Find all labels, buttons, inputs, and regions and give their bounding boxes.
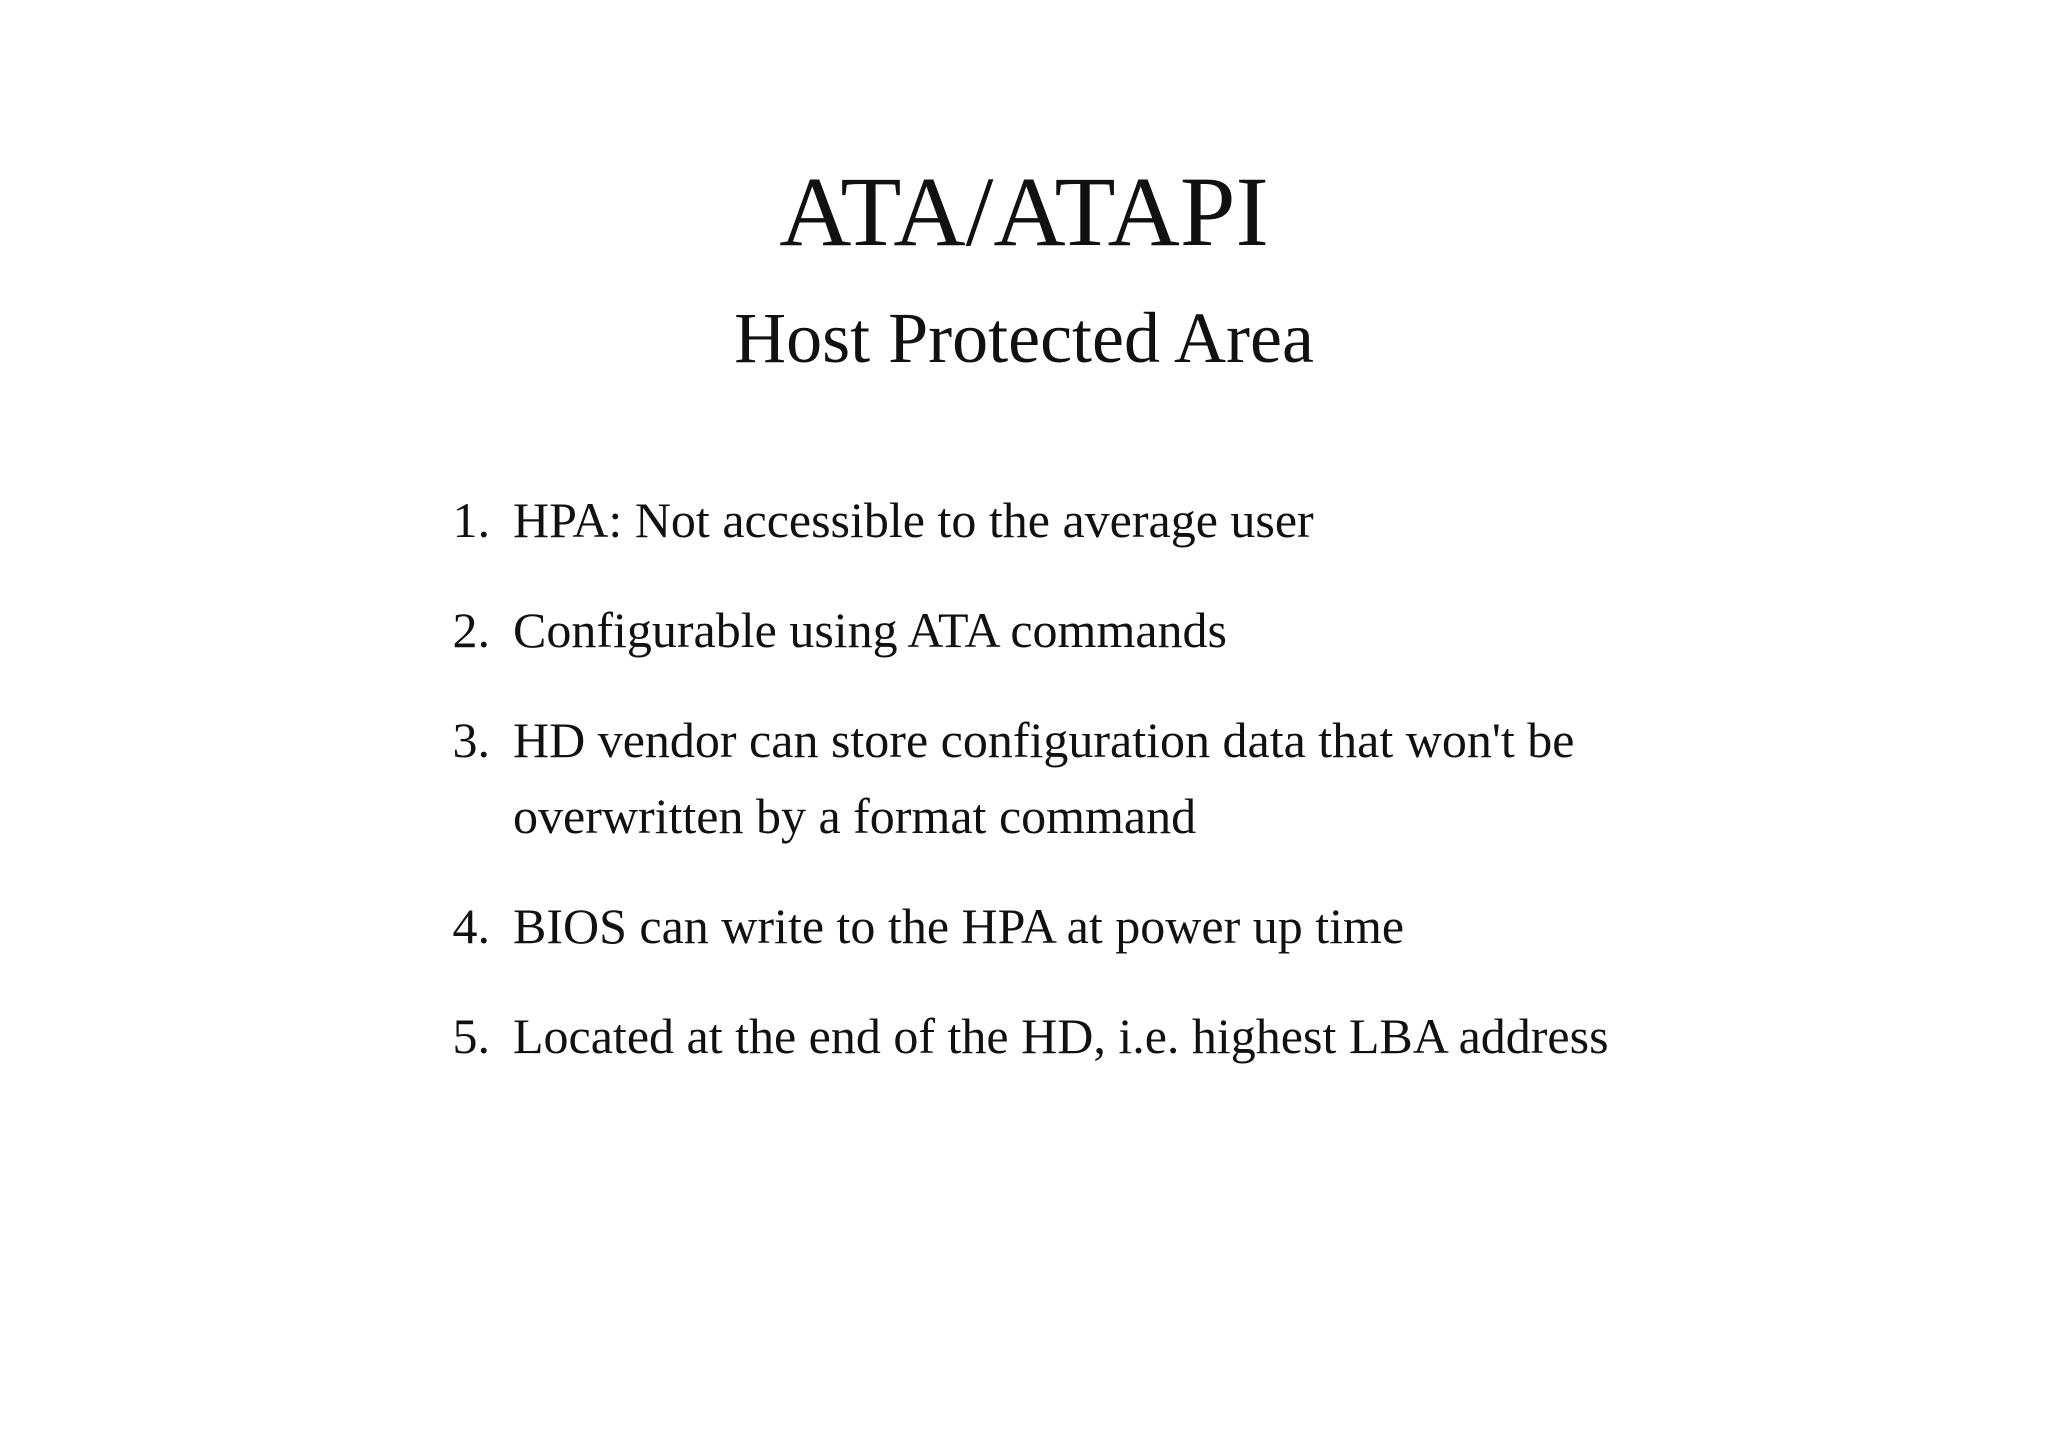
list-item	[425, 592, 1725, 668]
slide-subtitle: Host Protected Area	[734, 298, 1314, 378]
slide-title: ATA/ATAPI	[779, 156, 1269, 267]
list-item-number: 5.	[452, 1008, 490, 1064]
list-item-text: HD vendor can store configuration data that won't be overwritten by a format command	[513, 712, 1575, 844]
list-item	[425, 702, 1725, 854]
list-item-number: 3.	[452, 712, 490, 768]
list-item-text: BIOS can write to the HPA at power up time	[513, 898, 1405, 954]
list-item-number: 1.	[452, 492, 490, 548]
list-item-text: HPA: Not accessible to the average user	[513, 492, 1314, 548]
list-item-text: Configurable using ATA commands	[513, 602, 1227, 658]
list-item-number: 4.	[452, 898, 490, 954]
list-item	[425, 998, 1725, 1074]
numbered-list	[425, 482, 1725, 1108]
list-item-number: 2.	[452, 602, 490, 658]
list-item	[425, 888, 1725, 964]
list-item-text: Located at the end of the HD, i.e. highest LBA address	[513, 1008, 1609, 1064]
list-item	[425, 482, 1725, 558]
